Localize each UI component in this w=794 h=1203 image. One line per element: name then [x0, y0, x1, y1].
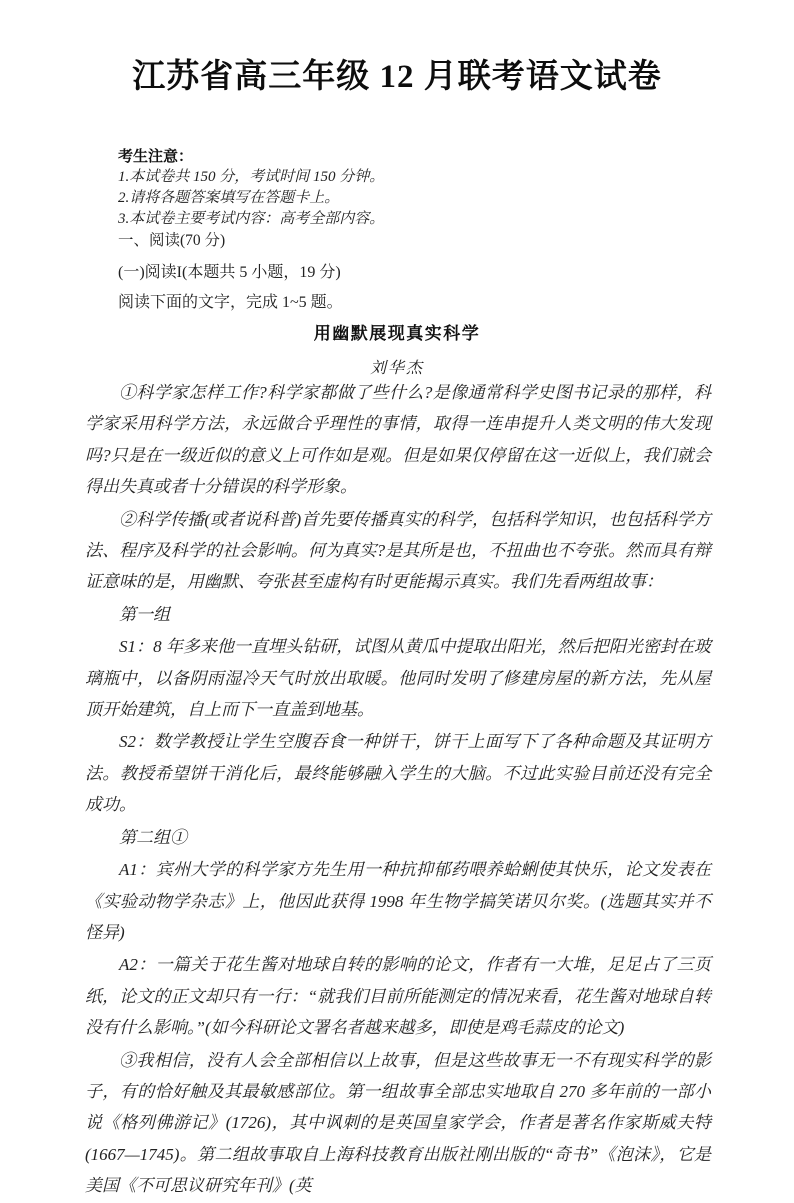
- notice-heading: 考生注意：: [118, 148, 194, 165]
- section-heading-reading-one: (一)阅读I(本题共 5 小题，19 分): [118, 264, 341, 281]
- passage-paragraph-2: ②科学传播(或者说科普)首先要传播真实的科学，包括科学知识，也包括科学方法、程序及科学的社会影响。何为真实?是其所是也，不扭曲也不夸张。然而具有辩证意味的是，用幽默、夸张甚至虚构有时更能揭示真实。我们先看两组故事：: [85, 509, 711, 592]
- passage-body: [85, 377, 711, 1203]
- notice-item-2: 2.请将各题答案填写在答题卡上。: [118, 190, 340, 206]
- notice-item-3: 3.本试卷主要考试内容：高考全部内容。: [118, 211, 385, 227]
- candidate-notice-block: [118, 146, 698, 251]
- passage-story-a1: A1：宾州大学的科学家方先生用一种抗抑郁药喂养蛤蜊使其快乐，论文发表在《实验动物学杂志》上，他因此获得 1998 年生物学搞笑诺贝尔奖。(选题其实并不怪异): [85, 860, 711, 942]
- page-title: 江苏省高三年级 12 月联考语文试卷: [132, 59, 662, 95]
- notice-item-1: 1.本试卷共 150 分，考试时间 150 分钟。: [118, 169, 385, 185]
- passage-paragraph-1: ①科学家怎样工作?科学家都做了些什么?是像通常科学史图书记录的那样，科学家采用科学方法，永远做合乎理性的事情，取得一连串提升人类文明的伟大发现吗?只是在一级近似的意义上可作如是观。但是如果仅停留在这一近似上，我们就会得出失真或者十分错误的科学形象。: [85, 383, 711, 497]
- passage-group-label-1: 第一组: [119, 604, 170, 624]
- passage-story-s1: S1：8 年多来他一直埋头钻研，试图从黄瓜中提取出阳光，然后把阳光密封在玻璃瓶中，以备阴雨湿冷天气时放出取暖。他同时发明了修建房屋的新方法，先从屋顶开始建筑，自上而下一直盖到地基。: [85, 637, 711, 720]
- passage-author: 刘华杰: [369, 360, 424, 377]
- passage-story-a2: A2：一篇关于花生酱对地球自转的影响的论文，作者有一大堆，足足占了三页纸，论文的正文却只有一行：“就我们目前所能测定的情况来看，花生酱对地球自转没有什么影响。”(如今科研论文署名者越来越多，即使是鸡毛蒜皮的论文): [85, 955, 711, 1038]
- reading-instruction: 阅读下面的文字，完成 1~5 题。: [118, 294, 343, 311]
- section-heading-part-one: 一、阅读(70 分): [118, 232, 226, 249]
- passage-paragraph-3: ③我相信，没有人会全部相信以上故事，但是这些故事无一不有现实科学的影子，有的恰好触及其最敏感部位。第一组故事全部忠实地取自 270 多年前的一部小说《格列佛游记》(1726)，其中讽刺的是英国皇家学会，作者是著名作家斯威夫特(1667—1745)。第二组故事取自上海科技教育出版社刚出版的“奇书”《泡沫》，它是美国《不可思议研究年刊》(英: [85, 1050, 711, 1196]
- passage-title: 用幽默展现真实科学: [313, 324, 481, 343]
- passage-story-s2: S2：数学教授让学生空腹吞食一种饼干，饼干上面写下了各种命题及其证明方法。教授希望饼干消化后，最终能够融入学生的大脑。不过此实验目前还没有完全成功。: [85, 732, 711, 815]
- passage-group-label-2: 第二组①: [119, 827, 187, 847]
